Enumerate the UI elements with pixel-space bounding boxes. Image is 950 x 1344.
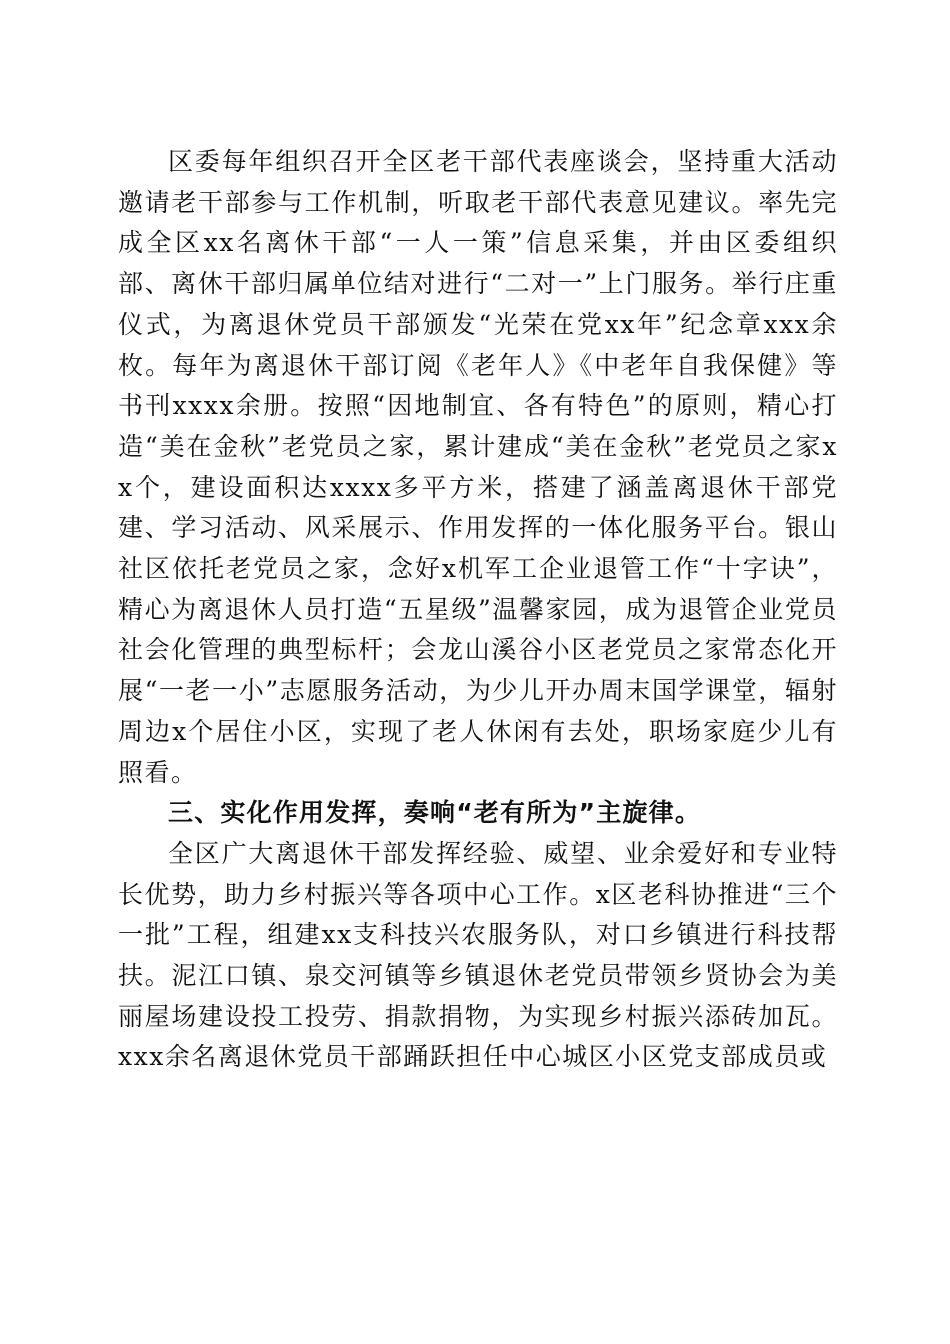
body-paragraph-2: 全区广大离退休干部发挥经验、威望、业余爱好和专业特长优势，助力乡村振兴等各项中心工作。x区老科协推进“三个一批”工程，组建xx支科技兴农服务队，对口乡镇进行科技帮扶。泥江口镇、泉交河镇等乡镇退休老党员带领乡贤协会为美丽屋场建设投工投劳、捐款捐物，为实现乡村振兴添砖加瓦。xxx余名离退休党员干部踊跃担任中心城区小区党支部成员或: [118, 838, 838, 1072]
body-paragraph-1: 区委每年组织召开全区老干部代表座谈会，坚持重大活动邀请老干部参与工作机制，听取老干部代表意见建议。率先完成全区xx名离休干部“一人一策”信息采集，并由区委组织部、离休干部归属单位结对进行“二对一”上门服务。举行庄重仪式，为离退休党员干部颁发“光荣在党xx年”纪念章xxx余枚。每年为离退休干部订阅《老年人》《中老年自我保健》等书刊xxxx余册。按照“因地制宜、各有特色”的原则，精心打造“美在金秋”老党员之家，累计建成“美在金秋”老党员之家xx个，建设面积达xxxx多平方米，搭建了涵盖离退休干部党建、学习活动、风采展示、作用发挥的一体化服务平台。银山社区依托老党员之家，念好x机军工企业退管工作“十字诀”，精心为离退休人员打造“五星级”温馨家园，成为退管企业党员社会化管理的典型标杆；会龙山溪谷小区老党员之家常态化开展“一老一小”志愿服务活动，为少儿开办周末国学课堂，辐射周边x个居住小区，实现了老人休闲有去处，职场家庭少儿有照看。: [118, 147, 838, 787]
section-heading-3: 三、实化作用发挥，奏响“老有所为”主旋律。: [168, 798, 702, 828]
document-body: [118, 142, 838, 1078]
